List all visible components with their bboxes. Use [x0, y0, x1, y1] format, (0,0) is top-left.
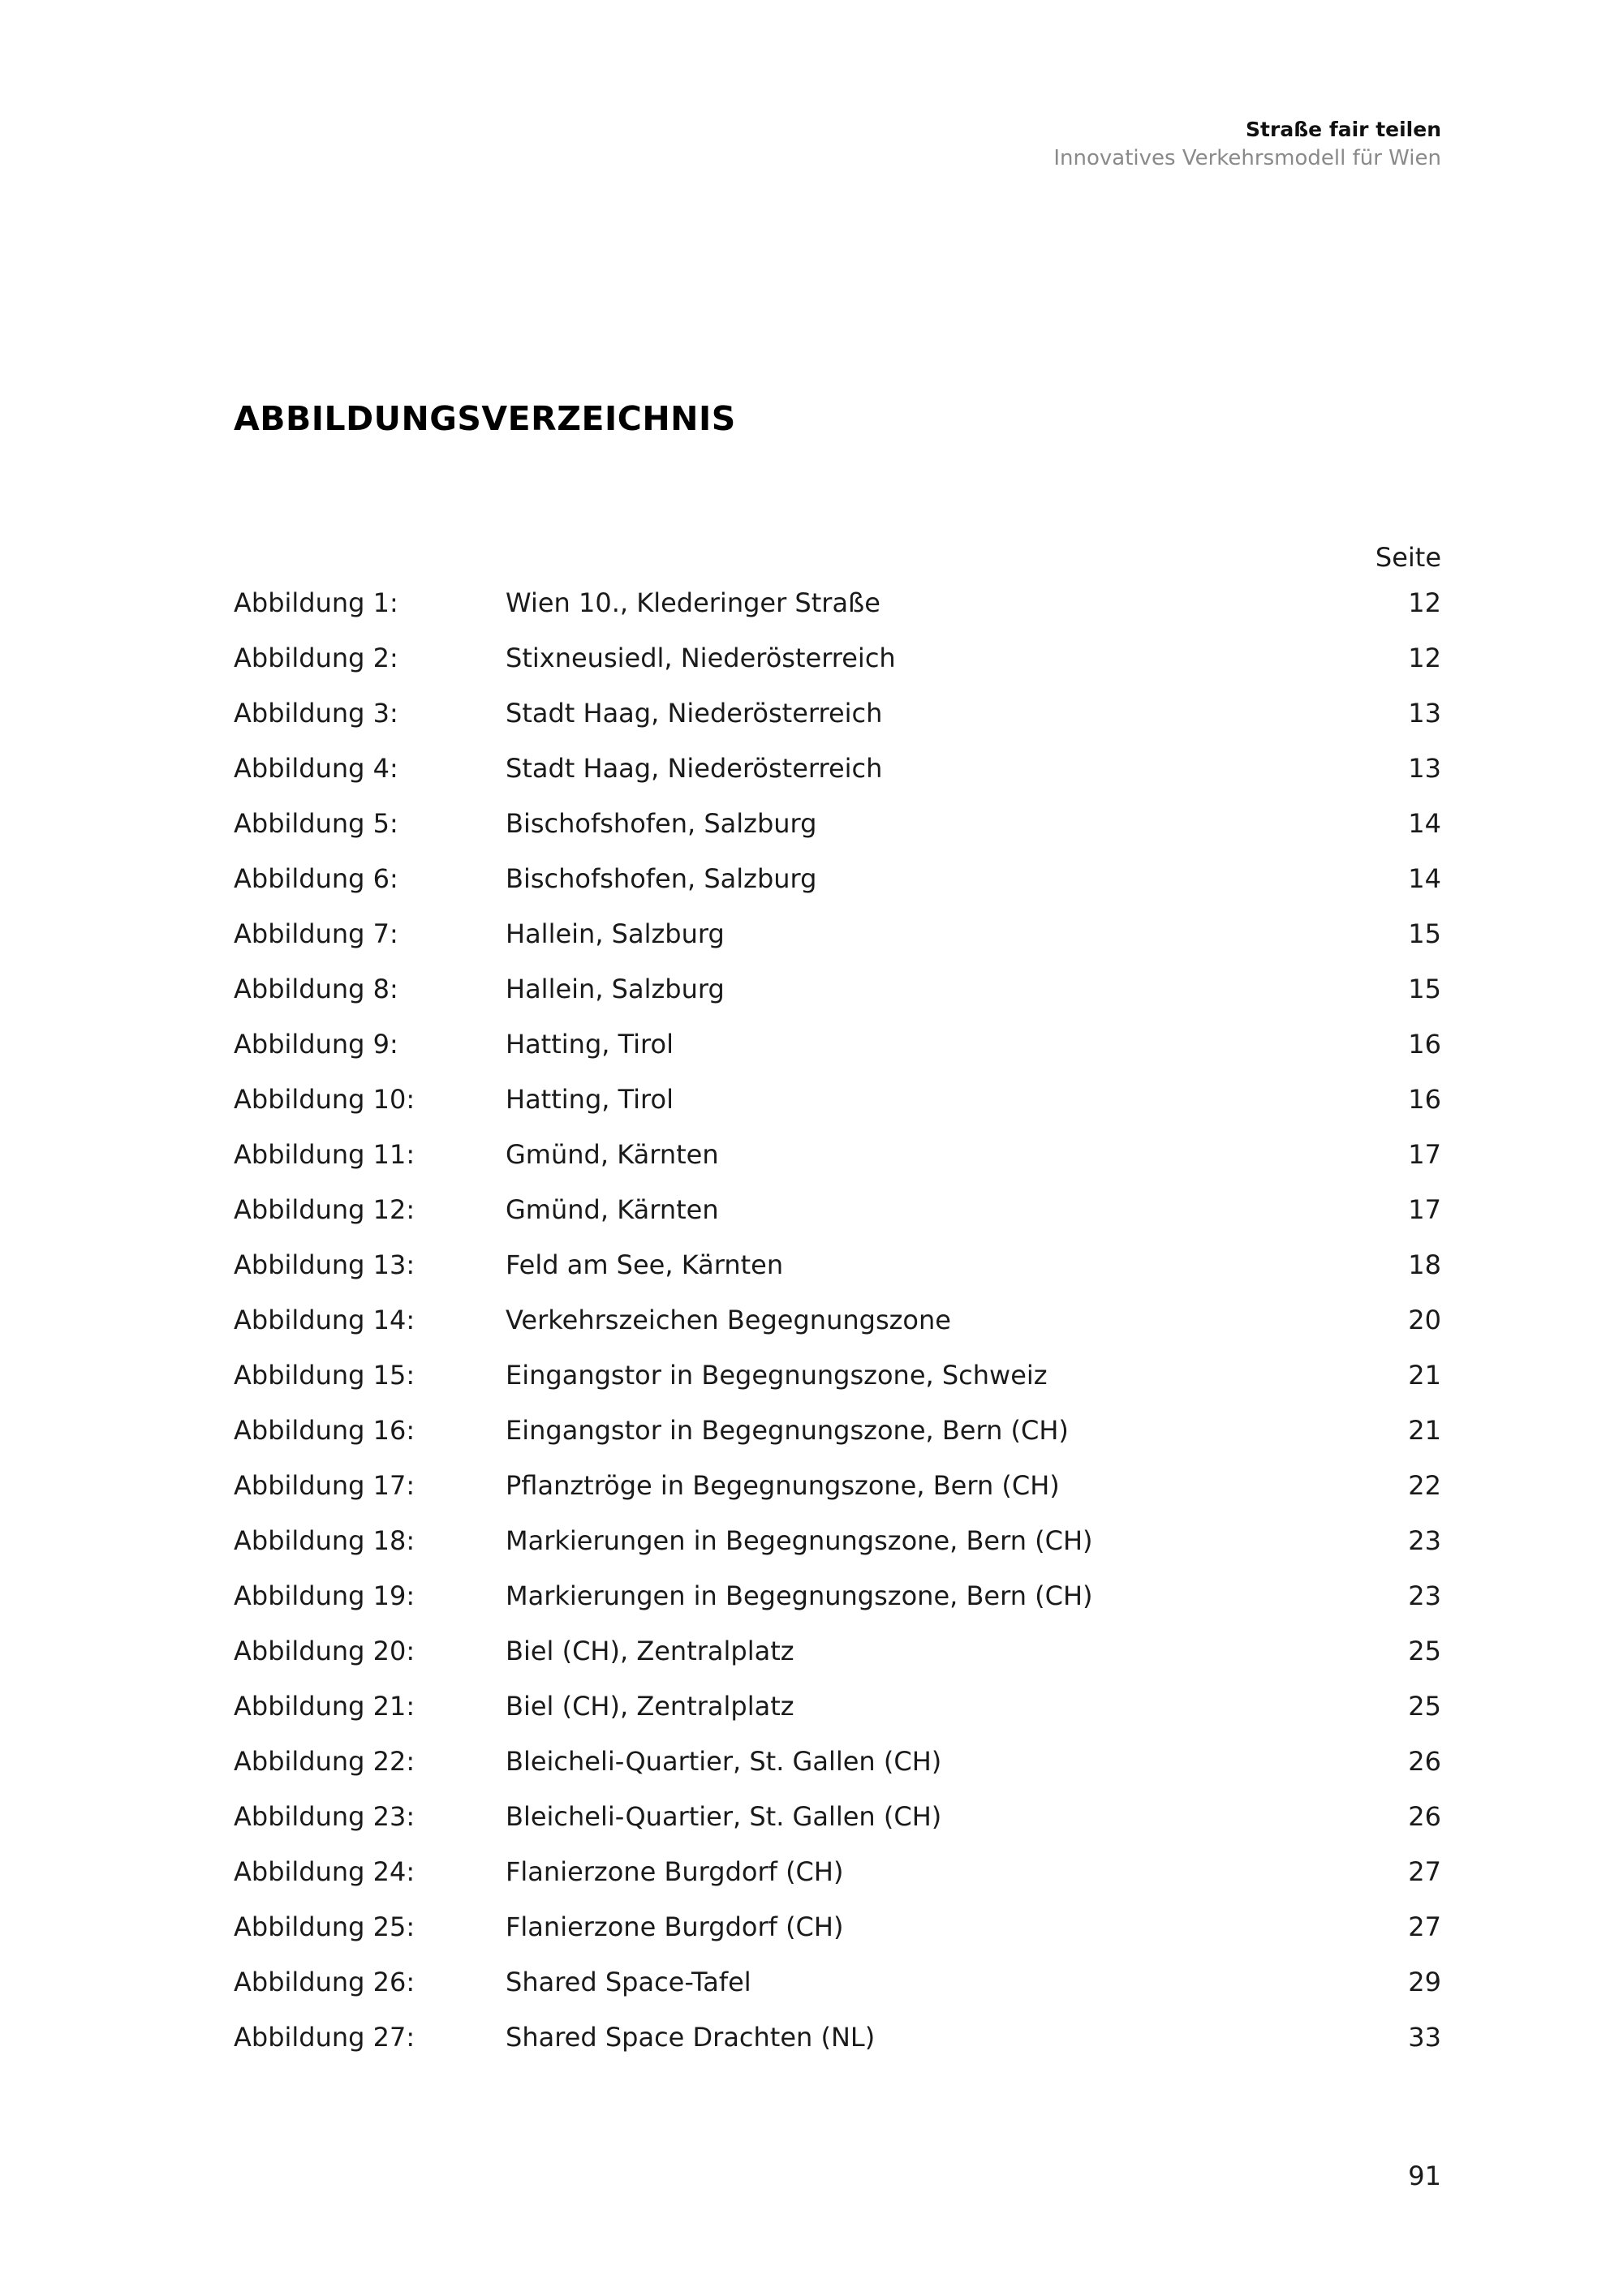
- figure-description: Markierungen in Begegnungszone, Bern (CH): [506, 1580, 1093, 1611]
- figure-label: Abbildung 25:: [234, 1911, 415, 1942]
- figure-description: Bischofshofen, Salzburg: [506, 863, 817, 894]
- figure-description: Biel (CH), Zentralplatz: [506, 1691, 794, 1722]
- figure-description: Bleicheli-Quartier, St. Gallen (CH): [506, 1746, 942, 1777]
- figure-label: Abbildung 20:: [234, 1636, 415, 1666]
- list-item: [234, 1139, 1441, 1194]
- figure-page-number: 16: [1408, 1084, 1441, 1115]
- figure-label: Abbildung 17:: [234, 1470, 415, 1501]
- figure-description: Pflanztröge in Begegnungszone, Bern (CH): [506, 1470, 1060, 1501]
- list-item: [234, 1470, 1441, 1525]
- figure-description: Hatting, Tirol: [506, 1029, 674, 1060]
- figure-label: Abbildung 8:: [234, 974, 398, 1004]
- list-item: [234, 1746, 1441, 1801]
- figure-page-number: 20: [1408, 1305, 1441, 1335]
- figure-description: Eingangstor in Begegnungszone, Bern (CH): [506, 1415, 1069, 1446]
- page-title: ABBILDUNGSVERZEICHNIS: [234, 399, 736, 438]
- figure-label: Abbildung 18:: [234, 1525, 415, 1556]
- figure-description: Gmünd, Kärnten: [506, 1194, 719, 1225]
- figure-page-number: 14: [1408, 863, 1441, 894]
- figure-description: Wien 10., Klederinger Straße: [506, 587, 880, 618]
- list-item: [234, 753, 1441, 808]
- figure-label: Abbildung 21:: [234, 1691, 415, 1722]
- list-item: [234, 1967, 1441, 2022]
- figure-label: Abbildung 7:: [234, 918, 398, 949]
- figure-label: Abbildung 24:: [234, 1856, 415, 1887]
- list-item: [234, 1194, 1441, 1249]
- list-item: [234, 918, 1441, 974]
- list-item: [234, 974, 1441, 1029]
- figure-label: Abbildung 6:: [234, 863, 398, 894]
- figure-description: Flanierzone Burgdorf (CH): [506, 1911, 844, 1942]
- figure-label: Abbildung 13:: [234, 1249, 415, 1280]
- list-item: [234, 1856, 1441, 1911]
- header-title: Straße fair teilen: [1246, 118, 1441, 141]
- figure-description: Hallein, Salzburg: [506, 918, 725, 949]
- figure-page-number: 26: [1408, 1801, 1441, 1832]
- figure-label: Abbildung 2:: [234, 643, 398, 673]
- list-item: [234, 1691, 1441, 1746]
- figure-description: Stadt Haag, Niederösterreich: [506, 698, 883, 729]
- list-item: [234, 1305, 1441, 1360]
- figure-page-number: 21: [1408, 1360, 1441, 1391]
- figure-label: Abbildung 16:: [234, 1415, 415, 1446]
- header-subtitle: Innovatives Verkehrsmodell für Wien: [1053, 146, 1441, 170]
- figure-label: Abbildung 10:: [234, 1084, 415, 1115]
- list-item: [234, 587, 1441, 643]
- figure-page-number: 23: [1408, 1580, 1441, 1611]
- figure-page-number: 18: [1408, 1249, 1441, 1280]
- figure-page-number: 33: [1408, 2022, 1441, 2053]
- figure-label: Abbildung 1:: [234, 587, 398, 618]
- figure-page-number: 12: [1408, 643, 1441, 673]
- list-item: [234, 698, 1441, 753]
- figure-page-number: 17: [1408, 1194, 1441, 1225]
- figure-page-number: 26: [1408, 1746, 1441, 1777]
- figure-description: Markierungen in Begegnungszone, Bern (CH): [506, 1525, 1093, 1556]
- figure-description: Shared Space Drachten (NL): [506, 2022, 876, 2053]
- list-item: [234, 1636, 1441, 1691]
- figure-page-number: 27: [1408, 1911, 1441, 1942]
- list-item: [234, 1580, 1441, 1636]
- list-item: [234, 1525, 1441, 1580]
- figure-description: Hallein, Salzburg: [506, 974, 725, 1004]
- figure-description: Feld am See, Kärnten: [506, 1249, 784, 1280]
- figure-label: Abbildung 14:: [234, 1305, 415, 1335]
- figure-page-number: 13: [1408, 753, 1441, 784]
- list-item: [234, 2022, 1441, 2077]
- figure-label: Abbildung 26:: [234, 1967, 415, 1997]
- list-item: [234, 1084, 1441, 1139]
- figure-description: Verkehrszeichen Begegnungszone: [506, 1305, 951, 1335]
- figure-page-number: 25: [1408, 1691, 1441, 1722]
- list-item: [234, 643, 1441, 698]
- figure-description: Flanierzone Burgdorf (CH): [506, 1856, 844, 1887]
- figure-page-number: 16: [1408, 1029, 1441, 1060]
- figure-label: Abbildung 27:: [234, 2022, 415, 2053]
- figure-page-number: 17: [1408, 1139, 1441, 1170]
- figure-page-number: 15: [1408, 974, 1441, 1004]
- figure-label: Abbildung 9:: [234, 1029, 398, 1060]
- figure-description: Stixneusiedl, Niederösterreich: [506, 643, 896, 673]
- figure-label: Abbildung 22:: [234, 1746, 415, 1777]
- figure-page-number: 29: [1408, 1967, 1441, 1997]
- figure-description: Gmünd, Kärnten: [506, 1139, 719, 1170]
- figure-description: Bischofshofen, Salzburg: [506, 808, 817, 839]
- list-item: [234, 1029, 1441, 1084]
- list-item: [234, 808, 1441, 863]
- figure-description: Stadt Haag, Niederösterreich: [506, 753, 883, 784]
- figure-label: Abbildung 23:: [234, 1801, 415, 1832]
- figure-label: Abbildung 4:: [234, 753, 398, 784]
- list-item: [234, 1415, 1441, 1470]
- figure-label: Abbildung 19:: [234, 1580, 415, 1611]
- figure-label: Abbildung 12:: [234, 1194, 415, 1225]
- figure-description: Shared Space-Tafel: [506, 1967, 751, 1997]
- figure-page-number: 22: [1408, 1470, 1441, 1501]
- figure-description: Biel (CH), Zentralplatz: [506, 1636, 794, 1666]
- list-item: [234, 863, 1441, 918]
- list-item: [234, 1801, 1441, 1856]
- list-item: [234, 1249, 1441, 1305]
- figure-label: Abbildung 15:: [234, 1360, 415, 1391]
- figure-page-number: 27: [1408, 1856, 1441, 1887]
- running-header: [1053, 116, 1441, 173]
- figure-description: Bleicheli-Quartier, St. Gallen (CH): [506, 1801, 942, 1832]
- page-column-header: Seite: [1375, 542, 1441, 573]
- figure-page-number: 23: [1408, 1525, 1441, 1556]
- figure-page-number: 12: [1408, 587, 1441, 618]
- list-item: [234, 1911, 1441, 1967]
- page-number: 91: [1408, 2161, 1441, 2191]
- figure-page-number: 25: [1408, 1636, 1441, 1666]
- figure-label: Abbildung 3:: [234, 698, 398, 729]
- figure-label: Abbildung 5:: [234, 808, 398, 839]
- figure-label: Abbildung 11:: [234, 1139, 415, 1170]
- figure-description: Hatting, Tirol: [506, 1084, 674, 1115]
- list-item: [234, 1360, 1441, 1415]
- figure-page-number: 15: [1408, 918, 1441, 949]
- figure-page-number: 13: [1408, 698, 1441, 729]
- figure-page-number: 14: [1408, 808, 1441, 839]
- figure-description: Eingangstor in Begegnungszone, Schweiz: [506, 1360, 1048, 1391]
- figure-page-number: 21: [1408, 1415, 1441, 1446]
- figure-list: [234, 587, 1441, 2077]
